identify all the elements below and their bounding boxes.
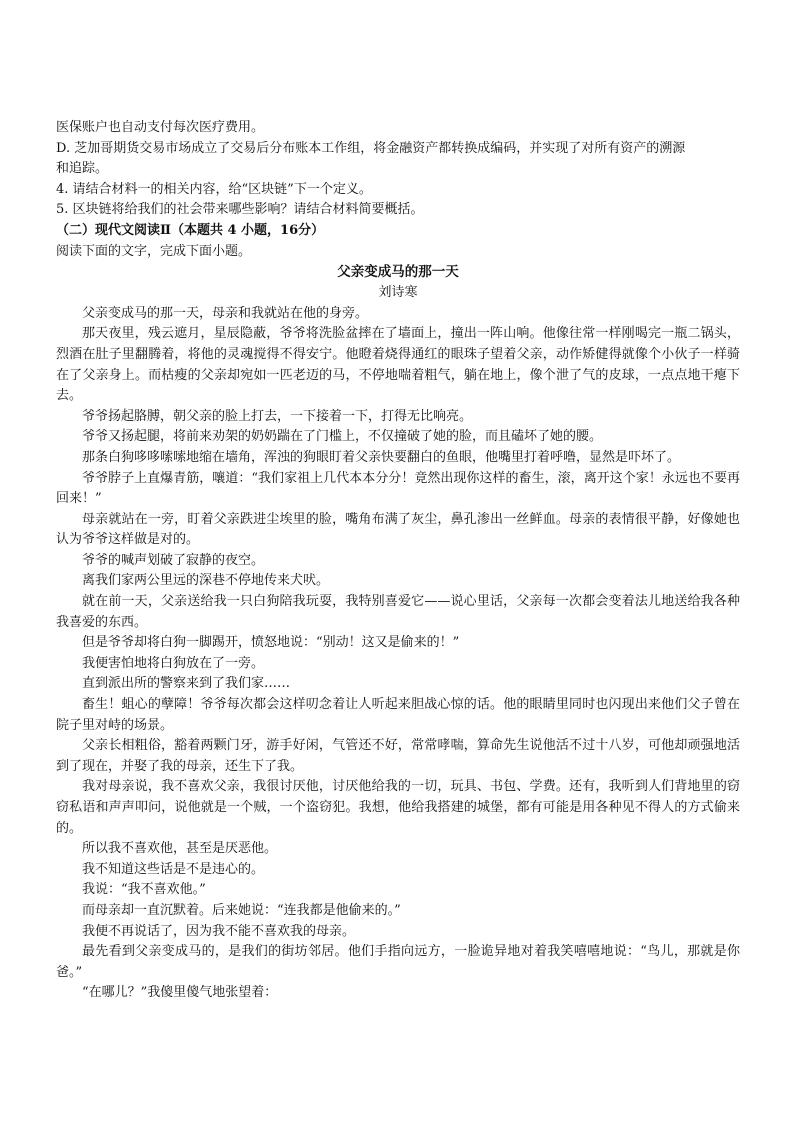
question-option-d: D. 芝加哥期货交易市场成立了交易后分布账本工作组，将金融资产都转换成编码，并实现了对所有资产的溯源	[56, 140, 686, 156]
story-paragraph: 我不知道这些话是不是违心的。	[82, 861, 265, 877]
story-paragraph: 爷爷又扬起腿，将前来劝架的奶奶踹在了门槛上，不仅撞破了她的脸，而且磕坏了她的腰。	[82, 429, 603, 445]
question-option-d-end: 和追踪。	[56, 161, 109, 177]
story-paragraph: 所以我不喜欢他，甚至是厌恶他。	[82, 841, 278, 857]
page-content	[56, 118, 740, 1004]
story-paragraph: 那条白狗哆哆嗦嗦地缩在墙角，浑浊的狗眼盯着父亲快要翻白的鱼眼，他嘴里打着呼噜，显然是吓坏了。	[82, 449, 681, 465]
story-paragraph: 我便不再说话了，因为我不能不喜欢我的母亲。	[82, 923, 356, 939]
story-paragraph: 我说：“我不喜欢他。”	[82, 882, 206, 898]
story-title: 父亲变成马的那一天	[337, 264, 459, 281]
story-paragraph: “在哪儿？”我傻里傻气地张望着：	[82, 985, 278, 1001]
story-paragraph: 母亲就站在一旁，盯着父亲跌进尘埃里的脸，嘴角布满了灰尘，鼻孔渗出一丝鲜血。母亲的表情很平静，好像她也认为爷爷这样做是对的。	[56, 511, 740, 548]
story-paragraph: 爷爷扬起胳膊，朝父亲的脸上打去，一下接着一下，打得无比响亮。	[82, 408, 473, 424]
story-paragraph: 畜生！蛆心的孽障！爷爷每次都会这样叨念着让人听起来胆战心惊的话。他的眼睛里同时也闪现出来他们父子曾在院子里对峙的场景。	[56, 697, 740, 733]
story-paragraph: 就在前一天，父亲送给我一只白狗陪我玩耍，我特别喜爱它——说心里话，父亲每一次都会变着法儿地送给我各种我喜爱的东西。	[56, 594, 740, 630]
story-paragraph: 爷爷脖子上直爆青筋，嚷道：“我们家祖上几代本本分分！竟然出现你这样的畜生，滚，离开这个家！永远也不要再回来！”	[56, 470, 740, 507]
story-paragraph: 那天夜里，残云遮月，星辰隐蔽，爷爷将洗脸盆摔在了墙面上，撞出一阵山响。他像往常一样刚喝完一瓶二锅头，烈酒在肚子里翻腾着，将他的灵魂搅得不得安宁。他瞪着烧得通红的眼珠子望着父亲，动作矫健得就像个小伙子一样骑在了父亲身上。而枯瘦的父亲却宛如一匹老迈的马，不停地喘着粗气，躺在地上，像个泄了气的皮球，一点点地干瘪下去。	[56, 326, 740, 404]
reading-instruction: 阅读下面的文字，完成下面小题。	[56, 243, 252, 259]
section-heading: （二）现代文阅读Ⅱ（本题共 4 小题，16分）	[56, 222, 325, 238]
story-paragraph: 我对母亲说，我不喜欢父亲，我很讨厌他，讨厌他给我的一切，玩具、书包、学费。还有，我听到人们背地里的窃窃私语和声声叩问，说他就是一个贼，一个盗窃犯。我想，他给我搭建的城堡，都有可能是用各种见不得人的方式偷来的。	[56, 779, 740, 836]
story-paragraph: 而母亲却一直沉默着。后来她说：“连我都是他偷来的。”	[82, 902, 401, 918]
story-paragraph: 离我们家两公里远的深巷不停地传来犬吠。	[82, 573, 330, 589]
story-author: 刘诗寒	[378, 285, 418, 301]
story-paragraph: 爷爷的喊声划破了寂静的夜空。	[82, 552, 265, 568]
question-4: 4. 请结合材料一的相关内容，给“区块链”下一个定义。	[56, 181, 372, 197]
story-paragraph: 最先看到父亲变成马的，是我们的街坊邻居。他们手指向远方，一脸诡异地对着我笑嘻嘻地说：“鸟儿，那就是你爸。”	[56, 944, 740, 980]
story-paragraph: 直到派出所的警察来到了我们家……	[82, 676, 291, 692]
story-paragraph: 我便害怕地将白狗放在了一旁。	[82, 655, 265, 671]
question-5: 5. 区块链将给我们的社会带来哪些影响？请结合材料简要概括。	[56, 202, 424, 218]
story-paragraph: 但是爷爷却将白狗一脚踢开，愤怒地说：“别动！这又是偷来的！”	[82, 635, 460, 651]
story-paragraph: 父亲变成马的那一天，母亲和我就站在他的身旁。	[82, 305, 369, 321]
question-option-c-end: 医保账户也自动支付每次医疗费用。	[56, 120, 265, 135]
story-paragraph: 父亲长相粗俗，豁着两颗门牙，游手好闲，气管还不好，常常哮喘，算命先生说他活不过十八岁，可他却顽强地活到了现在，并娶了我的母亲，还生下了我。	[56, 738, 740, 774]
